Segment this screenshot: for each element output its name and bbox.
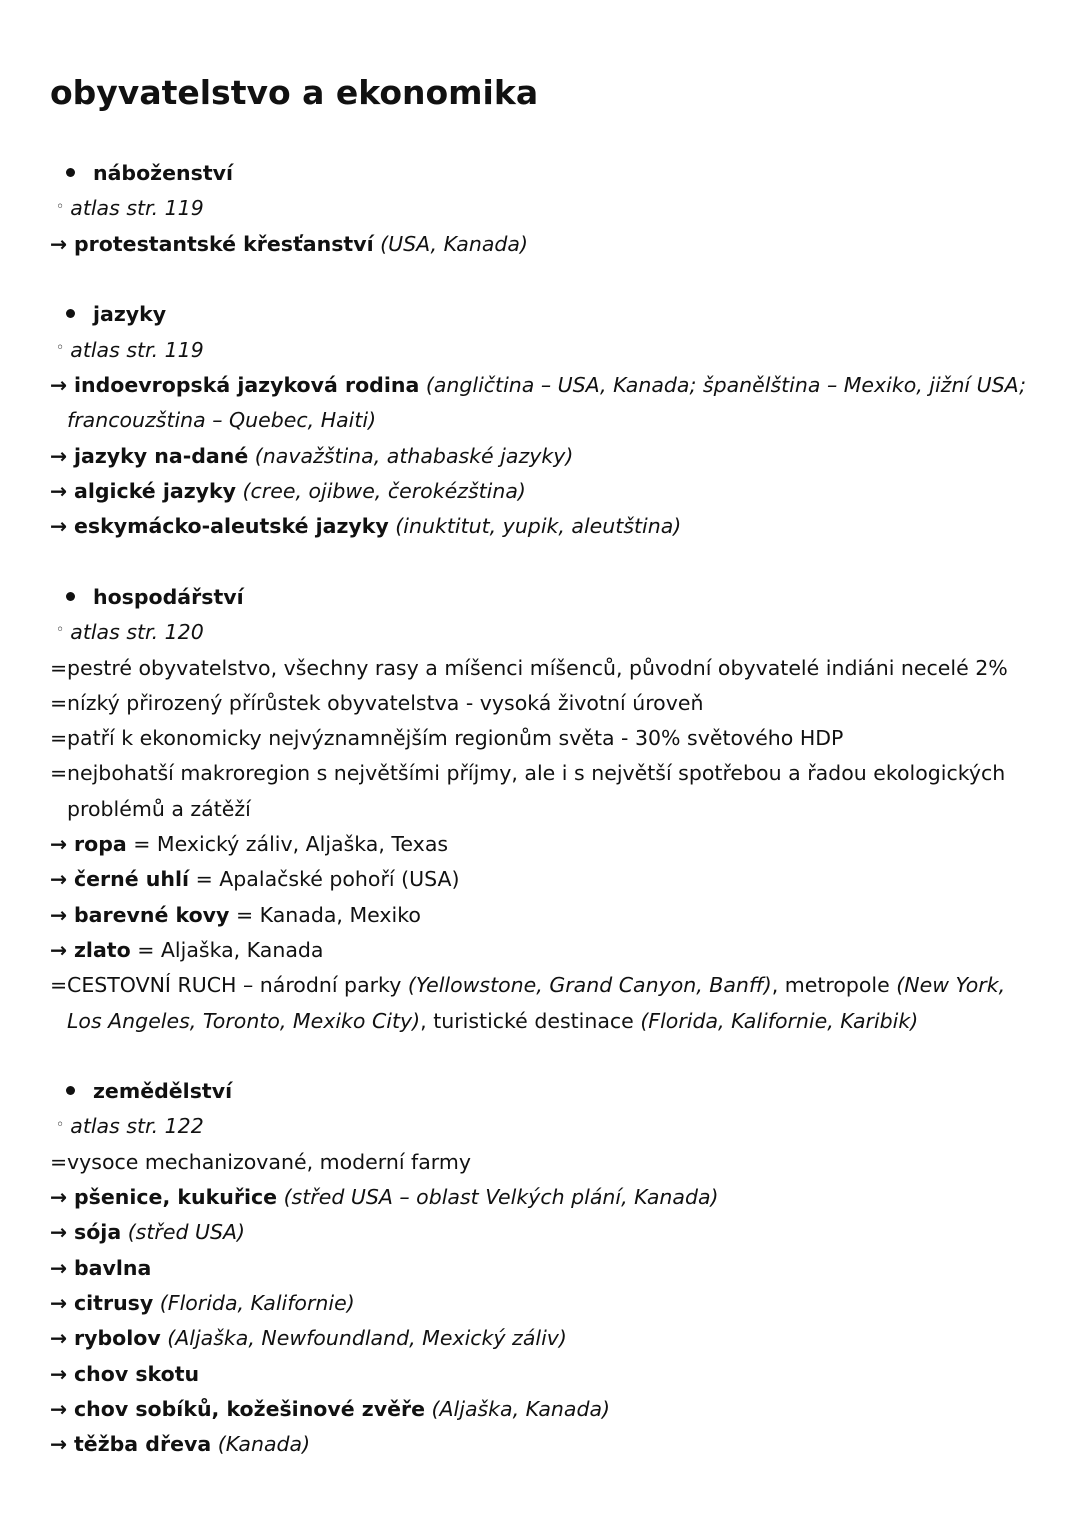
arrow-icon: → xyxy=(50,902,68,927)
arrow-icon: → xyxy=(50,832,68,857)
page-title: obyvatelstvo a ekonomika xyxy=(50,73,539,112)
atlas-reference: ◦ atlas str. 122 xyxy=(50,1109,1030,1145)
section-heading: náboženství xyxy=(50,156,1030,191)
arrow-icon: → xyxy=(50,479,68,504)
equals-icon: = xyxy=(50,726,68,751)
arrow-icon: → xyxy=(50,443,68,468)
arrow-icon: → xyxy=(50,231,68,256)
definition-item: =nízký přirozený přírůstek obyvatelstva - vysoká životní úroveň xyxy=(50,686,1030,721)
atlas-reference: ◦ atlas str. 119 xyxy=(50,191,1030,227)
list-item: → jazyky na-dané (navažština, athabaské jazyky) xyxy=(50,439,1030,474)
bullet-icon xyxy=(66,168,75,177)
arrow-icon: → xyxy=(50,1290,68,1315)
arrow-icon: → xyxy=(50,514,68,539)
circle-bullet-icon: ◦ xyxy=(56,198,65,215)
section-heading: hospodářství xyxy=(50,580,1030,615)
section-heading: jazyky xyxy=(50,297,1030,332)
arrow-icon: → xyxy=(50,1361,68,1386)
definition-item: =nejbohatší makroregion s největšími příjmy, ale i s největší spotřebou a řadou ekologických xyxy=(50,756,1030,791)
bullet-icon xyxy=(66,592,75,601)
definition-continuation: problémů a zátěží xyxy=(67,796,251,821)
bullet-icon xyxy=(66,309,75,318)
equals-icon: = xyxy=(50,655,68,680)
arrow-icon: → xyxy=(50,1255,68,1280)
circle-bullet-icon: ◦ xyxy=(56,339,65,356)
section-hospodarstvi xyxy=(50,580,1030,1039)
list-item: → eskymácko-aleutské jazyky (inuktitut, yupik, aleutština) xyxy=(50,509,1030,544)
equals-icon: = xyxy=(50,690,68,715)
section-nabozenstvi xyxy=(50,156,1030,262)
definition-item: =pestré obyvatelstvo, všechny rasy a míšenci míšenců, původní obyvatelé indiáni necelé 2% xyxy=(50,651,1030,686)
list-item: → chov skotu xyxy=(50,1357,1030,1392)
arrow-icon: → xyxy=(50,1432,68,1457)
definition-item: =CESTOVNÍ RUCH – národní parky (Yellowstone, Grand Canyon, Banff), metropole (New York, xyxy=(50,968,1030,1003)
equals-icon: = xyxy=(50,973,68,998)
definition-item: =vysoce mechanizované, moderní farmy xyxy=(50,1145,1030,1180)
arrow-icon: → xyxy=(50,867,68,892)
circle-bullet-icon: ◦ xyxy=(56,1116,65,1133)
arrow-icon: → xyxy=(50,1185,68,1210)
list-item: → bavlna xyxy=(50,1251,1030,1286)
list-item: → těžba dřeva (Kanada) xyxy=(50,1427,1030,1462)
arrow-icon: → xyxy=(50,1326,68,1351)
section-heading: zemědělství xyxy=(50,1074,1030,1109)
list-item: → chov sobíků, kožešinové zvěře (Aljaška, Kanada) xyxy=(50,1392,1030,1427)
arrow-icon: → xyxy=(50,1220,68,1245)
arrow-icon: → xyxy=(50,1396,68,1421)
section-jazyky xyxy=(50,297,1030,544)
list-item: → indoevropská jazyková rodina (angličtina – USA, Kanada; španělština – Mexiko, jižní USA; xyxy=(50,368,1030,403)
equals-icon: = xyxy=(50,1149,68,1174)
definition-item: =patří k ekonomicky nejvýznamnějším regionům světa - 30% světového HDP xyxy=(50,721,1030,756)
list-item-continuation: francouzština – Quebec, Haiti) xyxy=(67,408,377,433)
atlas-reference: ◦ atlas str. 119 xyxy=(50,333,1030,369)
document-page xyxy=(50,70,1030,1497)
arrow-icon: → xyxy=(50,937,68,962)
atlas-reference: ◦ atlas str. 120 xyxy=(50,615,1030,651)
section-zemedelstvi xyxy=(50,1074,1030,1463)
list-item: → rybolov (Aljaška, Newfoundland, Mexický záliv) xyxy=(50,1321,1030,1356)
definition-continuation: Los Angeles, Toronto, Mexiko City), turistické destinace (Florida, Kalifornie, Karibik) xyxy=(67,1008,919,1033)
list-item: → pšenice, kukuřice (střed USA – oblast Velkých plání, Kanada) xyxy=(50,1180,1030,1215)
arrow-icon: → xyxy=(50,373,68,398)
list-item: → sója (střed USA) xyxy=(50,1215,1030,1250)
list-item: → zlato = Aljaška, Kanada xyxy=(50,933,1030,968)
list-item: → ropa = Mexický záliv, Aljaška, Texas xyxy=(50,827,1030,862)
list-item: → černé uhlí = Apalačské pohoří (USA) xyxy=(50,862,1030,897)
equals-icon: = xyxy=(50,761,68,786)
list-item: → barevné kovy = Kanada, Mexiko xyxy=(50,898,1030,933)
bullet-icon xyxy=(66,1086,75,1095)
list-item: → citrusy (Florida, Kalifornie) xyxy=(50,1286,1030,1321)
circle-bullet-icon: ◦ xyxy=(56,622,65,639)
list-item: → protestantské křesťanství (USA, Kanada) xyxy=(50,227,1030,262)
list-item: → algické jazyky (cree, ojibwe, čerokézština) xyxy=(50,474,1030,509)
